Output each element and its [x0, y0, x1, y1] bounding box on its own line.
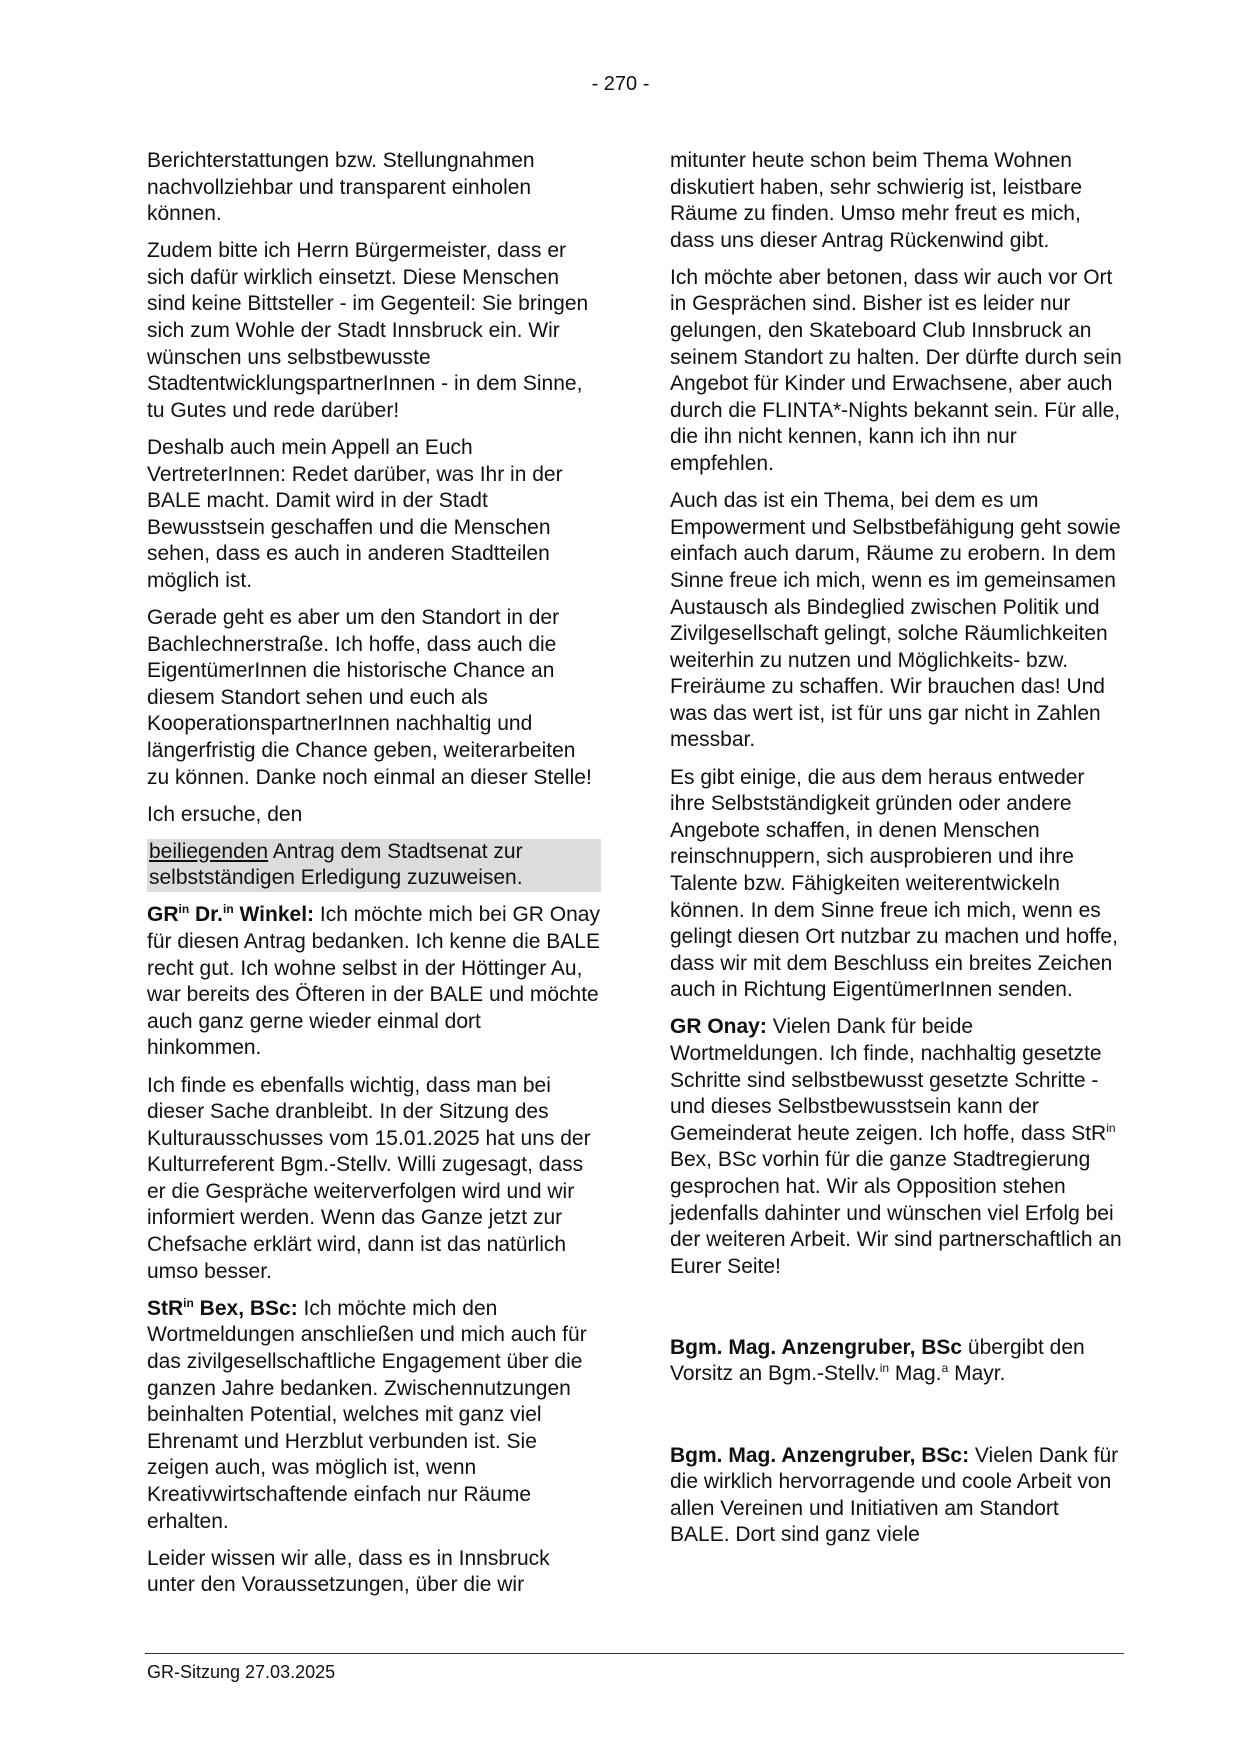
- paragraph: Auch das ist ein Thema, bei dem es um Empowerment und Selbstbefähigung geht sowie einfach auch darum, Räume zu erobern. In dem Sinne freue ich mich, wenn es im gemeinsamen Austausch als Bindeglied zwischen Politik und Zivilgesellschaft gelingt, solche Räumlichkeiten weiterhin zu nutzen und Möglichkeits- bzw. Freiräume zu schaffen. Wir brauchen das! Und was das wert ist, ist für uns gar nicht in Zahlen messbar.: [670, 489, 1121, 752]
- speaker-title: Dr.: [189, 903, 224, 927]
- paragraph: Berichterstattungen bzw. Stellungnahmen nachvollziehbar und transparent einholen können.: [147, 149, 535, 226]
- motion-rest: Antrag dem Stadtsenat zur selbstständigen Erledigung zuzuweisen.: [149, 839, 523, 890]
- spacer: [670, 1399, 1124, 1443]
- footer-divider: [145, 1653, 1124, 1654]
- speech-text: Bex, BSc vorhin für die ganze Stadtregierung gesprochen hat. Wir als Opposition stehen jedenfalls dahinter und wünschen viel Erfolg bei der weiteren Arbeit. Wir sind partnerschaftlich an Eurer Seite!: [670, 1148, 1122, 1278]
- speaker-name: [147, 1297, 298, 1320]
- right-column: [670, 148, 1124, 1559]
- footer-text: GR-Sitzung 27.03.2025: [147, 1662, 336, 1682]
- paragraph: Es gibt einige, die aus dem heraus entweder ihre Selbstständigkeit gründen oder andere Angebote schaffen, in denen Menschen reinschnuppern, sich ausprobieren und ihre Talente bzw. Fähigkeiten weiterentwickeln können. In dem Sinne freue ich mich, wenn es gelingt diesen Ort nutzbar zu machen und hoffe, dass wir mit dem Beschluss ein breites Zeichen auch in Richtung EigentümerInnen senden.: [670, 765, 1118, 1002]
- left-column: [147, 148, 601, 1609]
- superscript: in: [178, 902, 190, 917]
- paragraph: Deshalb auch mein Appell an Euch VertreterInnen: Redet darüber, was Ihr in der BALE macht. Damit wird in der Stadt Bewusstsein geschaffen und die Menschen sehen, dass es auch in anderen Stadtteilen möglich ist.: [147, 435, 563, 592]
- speaker-name: [147, 903, 314, 926]
- paragraph: Zudem bitte ich Herrn Bürgermeister, dass er sich dafür wirklich einsetzt. Diese Menschen sind keine Bittsteller - im Gegenteil: Sie bringen sich zum Wohle der Stadt Innsbruck ein. Wir wünschen uns selbstbewusste StadtentwicklungspartnerInnen - in dem Sinne, tu Gutes und rede darüber!: [147, 239, 589, 422]
- speaker-surname: Bex, BSc:: [193, 1296, 298, 1320]
- speaker-surname: Winkel:: [233, 903, 315, 927]
- superscript: in: [223, 902, 234, 917]
- superscript: a: [941, 1361, 949, 1376]
- speech-text: Mayr.: [948, 1362, 1006, 1386]
- speaker-name: GR Onay:: [670, 1015, 767, 1039]
- superscript: in: [879, 1361, 890, 1376]
- paragraph: mitunter heute schon beim Thema Wohnen diskutiert haben, sehr schwierig ist, leistbare Räume zu finden. Umso mehr freut es mich, dass uns dieser Antrag Rückenwind gibt.: [670, 149, 1083, 252]
- speech-text: Ich möchte mich bei GR Onay für diesen Antrag bedanken. Ich kenne die BALE recht gut. Ich wohne selbst in der Höttinger Au, war bereits des Öfteren in der BALE und möchte auch ganz gerne wieder einmal dort hinkommen.: [147, 903, 600, 1060]
- paragraph: Gerade geht es aber um den Standort in der Bachlechnerstraße. Ich hoffe, dass auch die EigentümerInnen die historische Chance an diesem Standort sehen und euch als KooperationspartnerInnen nachhaltig und längerfristig die Chance geben, weiterarbeiten zu können. Danke noch einmal an dieser Stelle!: [147, 606, 592, 789]
- paragraph: Leider wissen wir alle, dass es in Innsbruck unter den Voraussetzungen, über die wir: [147, 1546, 550, 1597]
- speech-onay: [670, 1014, 1124, 1280]
- speech-bex: [147, 1296, 601, 1535]
- speaker-name: Bgm. Mag. Anzengruber, BSc:: [670, 1443, 970, 1467]
- motion-link: beiliegenden: [149, 839, 269, 863]
- speech-text: Mag.: [889, 1362, 942, 1386]
- chair-handover: [670, 1335, 1124, 1388]
- spacer: [670, 1291, 1124, 1335]
- speaker-title: GR: [147, 903, 179, 927]
- speech-text: Ich möchte mich den Wortmeldungen anschließen und mich auch für das zivilgesellschaftliche Engagement über die ganzen Jahre bedanken. Zwischennutzungen beinhalten Potential, welches mit ganz viel Ehrenamt und Herzblut verbunden ist. Sie zeigen auch, was möglich ist, wenn Kreativwirtschaftende einfach nur Räume erhalten.: [147, 1296, 587, 1533]
- paragraph: Ich ersuche, den: [147, 802, 303, 826]
- motion-text: [147, 839, 601, 892]
- speech-winkel: [147, 902, 601, 1062]
- superscript: in: [183, 1295, 194, 1310]
- speech-text: Vielen Dank für die wirklich hervorragende und coole Arbeit von allen Vereinen und Initiativen am Standort BALE. Dort sind ganz viele: [670, 1443, 1119, 1547]
- paragraph: Ich finde es ebenfalls wichtig, dass man bei dieser Sache dranbleibt. In der Sitzung des Kulturausschusses vom 15.01.2025 hat uns der Kulturreferent Bgm.-Stellv. Willi zugesagt, dass er die Gespräche weiterverfolgen wird und wir informiert werden. Wenn das Ganze jetzt zur Chefsache erklärt wird, dann ist das natürlich umso besser.: [147, 1073, 591, 1283]
- speaker-title: StR: [147, 1296, 184, 1320]
- speech-anzengruber: [670, 1443, 1124, 1549]
- speech-text: übergibt den Vorsitz an Bgm.-Stellv.: [670, 1335, 1085, 1386]
- page-number: - 270 -: [591, 73, 650, 95]
- speaker-name: Bgm. Mag. Anzengruber, BSc: [670, 1335, 963, 1359]
- speech-text: Vielen Dank für beide Wortmeldungen. Ich finde, nachhaltig gesetzte Schritte sind selbstbewusst gesetzte Schritte - und dieses Selbstbewusstsein kann der Gemeinderat heute zeigen. Ich hoffe, dass StR: [670, 1015, 1107, 1145]
- superscript: in: [1106, 1120, 1116, 1135]
- paragraph: Ich möchte aber betonen, dass wir auch vor Ort in Gesprächen sind. Bisher ist es leider nur gelungen, den Skateboard Club Innsbruck an seinem Standort zu halten. Der dürfte durch sein Angebot für Kinder und Erwachsene, aber auch durch die FLINTA*-Nights bekannt sein. Für alle, die ihn nicht kennen, kann ich ihn nur empfehlen.: [670, 265, 1122, 476]
